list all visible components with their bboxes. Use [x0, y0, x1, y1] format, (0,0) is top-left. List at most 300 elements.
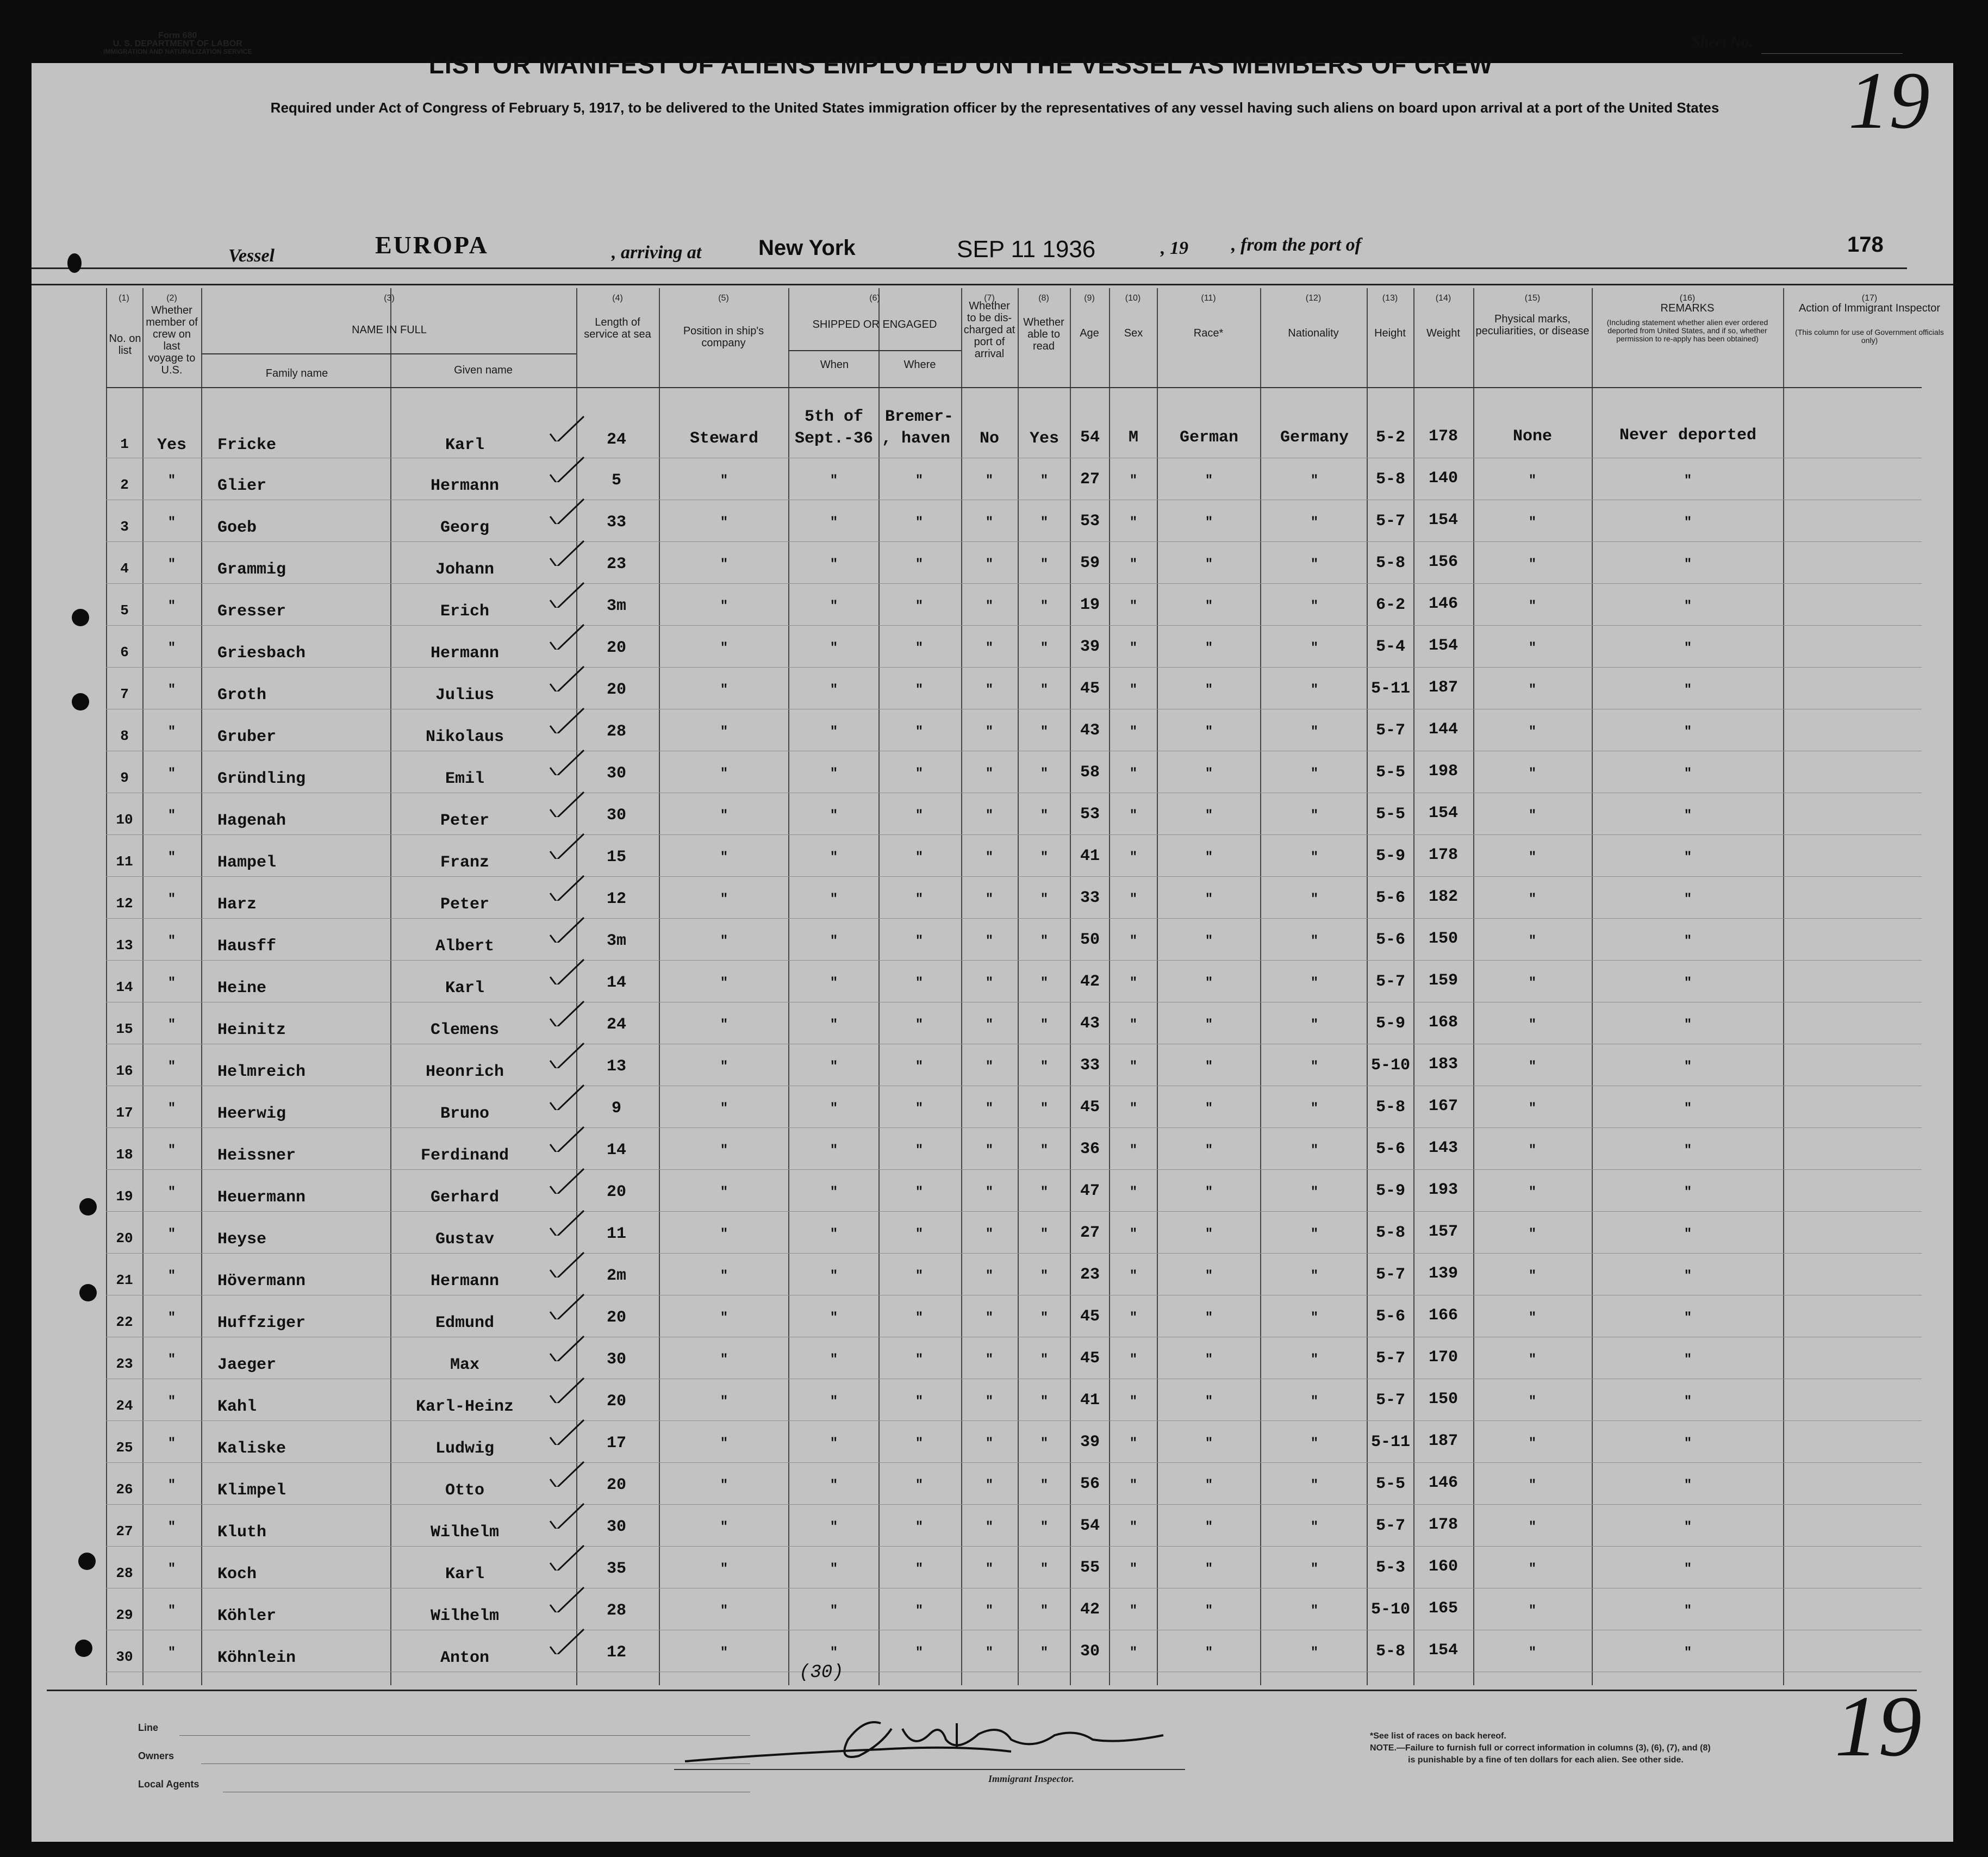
- given-name: Hermann: [430, 644, 500, 663]
- family-name: Heyse: [217, 1230, 267, 1249]
- ditto-mark: ": [1684, 1101, 1692, 1116]
- ditto-mark: ": [1040, 892, 1049, 907]
- ditto-mark: ": [1129, 1394, 1138, 1409]
- given-name: Clemens: [430, 1021, 500, 1039]
- column-label-read: Whether able to read: [1023, 316, 1064, 352]
- ditto-mark: ": [1528, 1436, 1537, 1451]
- weight: 187: [1428, 1432, 1458, 1450]
- service-length: 20: [606, 681, 626, 699]
- ditto-mark: ": [167, 934, 176, 949]
- ditto-mark: ": [167, 1143, 176, 1158]
- subheader-when: When: [820, 359, 849, 371]
- ditto-mark: ": [1684, 1562, 1692, 1576]
- height: 6-2: [1375, 596, 1405, 614]
- ditto-mark: ": [1205, 976, 1213, 990]
- weight: 198: [1428, 762, 1458, 781]
- family-name: Kaliske: [217, 1440, 286, 1458]
- height: 5-4: [1375, 638, 1405, 656]
- ditto-mark: ": [1310, 1185, 1319, 1200]
- ditto-mark: ": [1129, 1478, 1138, 1493]
- column-label-position: Position in ship's company: [683, 325, 764, 349]
- ditto-mark: ": [167, 1562, 176, 1576]
- ditto-mark: ": [1528, 1185, 1537, 1200]
- given-name: Hermann: [430, 477, 500, 495]
- ditto-mark: ": [1040, 1185, 1049, 1200]
- name-subheader-divider: [201, 353, 576, 354]
- column-label-sex: Sex: [1124, 327, 1143, 339]
- ditto-mark: ": [985, 683, 994, 697]
- ditto-mark: ": [1528, 1060, 1537, 1074]
- ditto-mark: ": [167, 892, 176, 907]
- ditto-mark: ": [1040, 1436, 1049, 1451]
- ditto-mark: ": [915, 1394, 924, 1409]
- ditto-mark: ": [1129, 1185, 1138, 1200]
- height: 5-7: [1375, 721, 1405, 740]
- ditto-mark: ": [1205, 1311, 1213, 1325]
- ditto-mark: ": [830, 934, 838, 949]
- weight: 187: [1428, 678, 1458, 697]
- ditto-mark: ": [1040, 808, 1049, 823]
- ditto-mark: ": [1528, 1311, 1537, 1325]
- inspector-signature: [674, 1702, 1261, 1778]
- height: 5-7: [1375, 973, 1405, 991]
- family-name: Klimpel: [217, 1481, 286, 1500]
- ditto-mark: ": [167, 1520, 176, 1535]
- column-number: (6): [869, 294, 880, 303]
- line-label: Line: [138, 1722, 159, 1733]
- ditto-mark: ": [1310, 1353, 1319, 1367]
- ditto-mark: ": [1129, 599, 1138, 614]
- row-number: 3: [120, 519, 129, 535]
- vessel-name: EUROPA: [375, 231, 489, 259]
- ditto-mark: ": [1528, 1646, 1537, 1660]
- sheet-label: Sheet No.: [1692, 34, 1753, 51]
- weight: 143: [1428, 1139, 1458, 1157]
- ditto-mark: ": [915, 1562, 924, 1576]
- ditto-mark: ": [830, 1436, 838, 1451]
- age: 45: [1080, 680, 1100, 698]
- ditto-mark: ": [167, 1018, 176, 1032]
- ditto-mark: ": [830, 515, 838, 530]
- ditto-mark: ": [1040, 976, 1049, 990]
- given-name: Emil: [445, 770, 484, 788]
- ditto-mark: ": [985, 641, 994, 656]
- position: Steward: [689, 429, 759, 448]
- ditto-mark: ": [720, 725, 728, 739]
- total-count-note: (30): [799, 1662, 844, 1683]
- ditto-mark: ": [720, 1143, 728, 1158]
- ditto-mark: ": [1040, 1604, 1049, 1618]
- ditto-mark: ": [830, 683, 838, 697]
- ditto-mark: ": [1129, 976, 1138, 990]
- given-name: Erich: [440, 602, 489, 621]
- height: 5-7: [1375, 1517, 1405, 1535]
- ditto-mark: ": [1310, 683, 1319, 697]
- ditto-mark: ": [167, 1478, 176, 1493]
- age: 56: [1080, 1475, 1100, 1493]
- last-voyage: Yes: [157, 436, 186, 454]
- ditto-mark: ": [720, 1436, 728, 1451]
- ditto-mark: ": [1040, 1060, 1049, 1074]
- age: 33: [1080, 889, 1100, 907]
- ditto-mark: ": [1310, 1143, 1319, 1158]
- row-number: 29: [116, 1607, 133, 1623]
- service-length: 2m: [606, 1267, 626, 1285]
- ditto-mark: ": [1129, 641, 1138, 656]
- given-name: Wilhelm: [430, 1607, 500, 1625]
- page-subtitle: Required under Act of Congress of February 5, 1917, to be delivered to the United States immigration officer by the representatives of any vessel having such aliens on board upon arrival at a port of the United States: [270, 99, 1719, 116]
- ditto-mark: ": [1129, 1143, 1138, 1158]
- ditto-mark: ": [720, 1604, 728, 1618]
- ditto-mark: ": [1528, 1520, 1537, 1535]
- weight: 154: [1428, 1641, 1458, 1660]
- ditto-mark: ": [1684, 1311, 1692, 1325]
- ditto-mark: ": [167, 976, 176, 990]
- ditto-mark: ": [1040, 1269, 1049, 1283]
- given-name: Johann: [435, 560, 495, 579]
- ditto-mark: ": [167, 767, 176, 781]
- column-number: (17): [1861, 294, 1878, 303]
- ditto-mark: ": [985, 976, 994, 990]
- service-length: 11: [606, 1225, 626, 1243]
- ditto-mark: ": [1129, 892, 1138, 907]
- row-number: 22: [116, 1314, 133, 1330]
- row-number: 18: [116, 1146, 133, 1163]
- ditto-mark: ": [167, 683, 176, 697]
- height: 5-8: [1375, 1642, 1405, 1661]
- arrival-port: New York: [758, 236, 856, 260]
- ditto-mark: ": [985, 1269, 994, 1283]
- given-name: Albert: [435, 937, 495, 956]
- family-name: Kahl: [217, 1398, 257, 1416]
- service-length: 20: [606, 1476, 626, 1494]
- ditto-mark: ": [915, 683, 924, 697]
- ditto-mark: ": [1205, 1562, 1213, 1576]
- inspector-label: Immigrant Inspector.: [988, 1773, 1075, 1784]
- height: 5-6: [1375, 1140, 1405, 1158]
- ditto-mark: ": [915, 1520, 924, 1535]
- ditto-mark: ": [167, 1269, 176, 1283]
- service-length: 9: [611, 1099, 621, 1118]
- ditto-mark: ": [1205, 599, 1213, 614]
- given-name: Wilhelm: [430, 1523, 500, 1542]
- ditto-mark: ": [1040, 641, 1049, 656]
- ditto-mark: ": [1528, 1018, 1537, 1032]
- ditto-mark: ": [1528, 1394, 1537, 1409]
- family-name: Huffziger: [217, 1314, 306, 1332]
- age: 27: [1080, 1224, 1100, 1242]
- ditto-mark: ": [1040, 1520, 1049, 1535]
- age: 53: [1080, 805, 1100, 824]
- ditto-mark: ": [1205, 1018, 1213, 1032]
- age: 39: [1080, 638, 1100, 656]
- weight: 150: [1428, 930, 1458, 948]
- ditto-mark: ": [1310, 1646, 1319, 1660]
- ditto-mark: ": [1205, 1394, 1213, 1409]
- column-label-shipped: SHIPPED OR ENGAGED: [812, 319, 937, 331]
- column-label-age: Age: [1080, 327, 1099, 339]
- ditto-mark: ": [720, 767, 728, 781]
- ditto-mark: ": [830, 599, 838, 614]
- shipped-where-1: Bremer-: [884, 408, 954, 426]
- ditto-mark: ": [915, 767, 924, 781]
- ditto-mark: ": [1684, 1060, 1692, 1074]
- punch-hole: [72, 693, 89, 711]
- row-rule: [106, 1253, 1922, 1254]
- given-name: Karl: [445, 1565, 484, 1584]
- ditto-mark: ": [1205, 808, 1213, 823]
- arriving-label: , arriving at: [612, 242, 702, 263]
- weight: 157: [1428, 1223, 1458, 1241]
- ditto-mark: ": [1310, 976, 1319, 990]
- height: 5-9: [1375, 1182, 1405, 1200]
- ditto-mark: ": [1310, 1394, 1319, 1409]
- ditto-mark: ": [1205, 1436, 1213, 1451]
- given-name: Peter: [440, 812, 489, 830]
- service-length: 20: [606, 1183, 626, 1201]
- height: 5-9: [1375, 1014, 1405, 1033]
- ditto-mark: ": [1040, 1353, 1049, 1367]
- height: 5-5: [1375, 763, 1405, 782]
- height: 5-5: [1375, 1475, 1405, 1493]
- ditto-mark: ": [1040, 725, 1049, 739]
- ditto-mark: ": [985, 1101, 994, 1116]
- column-number: (16): [1679, 294, 1696, 303]
- weight: 154: [1428, 804, 1458, 822]
- ditto-mark: ": [830, 1604, 838, 1618]
- ditto-mark: ": [720, 683, 728, 697]
- height: 5-8: [1375, 554, 1405, 572]
- ditto-mark: ": [720, 1478, 728, 1493]
- row-number: 24: [116, 1398, 133, 1414]
- family-name: Goeb: [217, 519, 257, 537]
- height: 5-3: [1375, 1559, 1405, 1577]
- column-label-last-voyage: Whether member of crew on last voyage to U.S.: [146, 304, 198, 376]
- ditto-mark: ": [167, 808, 176, 823]
- weight: 178: [1428, 427, 1458, 446]
- ditto-mark: ": [1684, 1185, 1692, 1200]
- ditto-mark: ": [915, 1101, 924, 1116]
- weight: 154: [1428, 511, 1458, 529]
- row-rule: [106, 918, 1922, 919]
- ditto-mark: ": [1205, 767, 1213, 781]
- ditto-mark: ": [1205, 1185, 1213, 1200]
- ditto-mark: ": [167, 473, 176, 488]
- column-label-name: NAME IN FULL: [352, 324, 427, 336]
- ditto-mark: ": [167, 1436, 176, 1451]
- given-name: Ferdinand: [420, 1146, 509, 1165]
- row-number: 4: [120, 560, 129, 577]
- ditto-mark: ": [985, 892, 994, 907]
- row-rule: [106, 1546, 1922, 1547]
- ditto-mark: ": [1684, 1227, 1692, 1242]
- ditto-mark: ": [1310, 1101, 1319, 1116]
- ditto-mark: ": [1129, 1227, 1138, 1242]
- ditto-mark: ": [830, 473, 838, 488]
- weight: 159: [1428, 971, 1458, 990]
- column-label-weight: Weight: [1426, 327, 1460, 339]
- punch-hole: [72, 609, 89, 626]
- ditto-mark: ": [1310, 1436, 1319, 1451]
- sheet-number: 19: [1848, 55, 1930, 146]
- ditto-mark: ": [1684, 1018, 1692, 1032]
- column-number: (9): [1084, 294, 1095, 303]
- ditto-mark: ": [1205, 641, 1213, 656]
- family-name: Grammig: [217, 560, 286, 579]
- ditto-mark: ": [720, 641, 728, 656]
- ditto-mark: ": [1684, 725, 1692, 739]
- row-number: 27: [116, 1523, 133, 1540]
- ditto-mark: ": [1684, 1394, 1692, 1409]
- ditto-mark: ": [915, 1018, 924, 1032]
- column-label-service: Length of service at sea: [584, 316, 651, 340]
- family-name: Heerwig: [217, 1105, 286, 1123]
- height: 5-8: [1375, 1098, 1405, 1117]
- ditto-mark: ": [1310, 934, 1319, 949]
- able-to-read: Yes: [1029, 429, 1059, 448]
- ditto-mark: ": [1310, 1060, 1319, 1074]
- ditto-mark: ": [1684, 934, 1692, 949]
- row-rule: [106, 1462, 1922, 1463]
- height: 5-2: [1375, 428, 1405, 447]
- shipped-where-2: , haven: [881, 429, 951, 448]
- ditto-mark: ": [985, 1520, 994, 1535]
- row-number: 26: [116, 1481, 133, 1498]
- subheader-where: Where: [903, 359, 936, 371]
- family-name: Köhnlein: [217, 1649, 296, 1667]
- page-title: LIST OR MANIFEST OF ALIENS EMPLOYED ON THE VESSEL AS MEMBERS OF CREW: [428, 51, 1493, 79]
- ditto-mark: ": [1129, 767, 1138, 781]
- ditto-mark: ": [1528, 1562, 1537, 1576]
- service-length: 20: [606, 1308, 626, 1327]
- row-number: 10: [116, 812, 133, 828]
- ditto-mark: ": [1040, 557, 1049, 572]
- height: 5-9: [1375, 847, 1405, 865]
- age: 43: [1080, 1014, 1100, 1033]
- row-number: 30: [116, 1649, 133, 1665]
- ditto-mark: ": [1528, 1478, 1537, 1493]
- ditto-mark: ": [830, 1353, 838, 1367]
- ditto-mark: ": [720, 1353, 728, 1367]
- ditto-mark: ": [1040, 1562, 1049, 1576]
- given-name: Karl-Heinz: [415, 1398, 514, 1416]
- ditto-mark: ": [830, 1311, 838, 1325]
- column-divider: [788, 288, 789, 1685]
- row-rule: [106, 541, 1922, 542]
- ditto-mark: ": [1205, 1269, 1213, 1283]
- ditto-mark: ": [1684, 1646, 1692, 1660]
- ditto-mark: ": [1684, 976, 1692, 990]
- ditto-mark: ": [915, 725, 924, 739]
- age: 30: [1080, 1642, 1100, 1661]
- weight: 146: [1428, 1474, 1458, 1492]
- ditto-mark: ": [1310, 473, 1319, 488]
- ditto-mark: ": [1129, 850, 1138, 865]
- ditto-mark: ": [915, 473, 924, 488]
- ditto-mark: ": [1528, 767, 1537, 781]
- ditto-mark: ": [915, 892, 924, 907]
- service-length: 33: [606, 513, 626, 532]
- family-name: Gründling: [217, 770, 306, 788]
- ditto-mark: ": [167, 1353, 176, 1367]
- fine-note-2: is punishable by a fine of ten dollars for each alien. See other side.: [1408, 1755, 1684, 1765]
- ditto-mark: ": [830, 1185, 838, 1200]
- row-rule: [106, 667, 1922, 668]
- service-length: 14: [606, 1141, 626, 1160]
- ditto-mark: ": [1129, 934, 1138, 949]
- ditto-mark: ": [1205, 1353, 1213, 1367]
- row-number: 28: [116, 1565, 133, 1581]
- ditto-mark: ": [167, 515, 176, 530]
- family-name: Hövermann: [217, 1272, 306, 1291]
- punch-hole: [79, 1284, 97, 1301]
- ditto-mark: ": [1040, 515, 1049, 530]
- given-name: Bruno: [440, 1105, 489, 1123]
- column-label-inspector: Action of Immigrant Inspector: [1798, 302, 1941, 314]
- given-name: Otto: [445, 1481, 484, 1500]
- row-rule: [106, 1504, 1922, 1505]
- row-number: 13: [116, 937, 133, 954]
- ditto-mark: ": [985, 808, 994, 823]
- ditto-mark: ": [1528, 1143, 1537, 1158]
- ditto-mark: ": [1528, 599, 1537, 614]
- service-length: 13: [606, 1057, 626, 1076]
- ditto-mark: ": [1684, 1478, 1692, 1493]
- ditto-mark: ": [1310, 892, 1319, 907]
- row-number: 9: [120, 770, 129, 786]
- ditto-mark: ": [1528, 515, 1537, 530]
- column-number: (8): [1038, 294, 1049, 303]
- ditto-mark: ": [915, 808, 924, 823]
- ditto-mark: ": [720, 1101, 728, 1116]
- ditto-mark: ": [915, 1269, 924, 1283]
- ditto-mark: ": [1684, 1604, 1692, 1618]
- column-number: (11): [1201, 294, 1216, 303]
- age: 50: [1080, 931, 1100, 949]
- ditto-mark: ": [985, 1353, 994, 1367]
- service-length: 14: [606, 974, 626, 992]
- service-length: 3m: [606, 597, 626, 615]
- weight: 183: [1428, 1055, 1458, 1074]
- ditto-mark: ": [915, 1143, 924, 1158]
- weight: 139: [1428, 1264, 1458, 1283]
- ditto-mark: ": [167, 1227, 176, 1242]
- weight: 146: [1428, 595, 1458, 613]
- physical-marks: None: [1512, 427, 1552, 446]
- ditto-mark: ": [720, 473, 728, 488]
- age: 36: [1080, 1140, 1100, 1158]
- ditto-mark: ": [985, 1478, 994, 1493]
- given-name: Ludwig: [435, 1440, 495, 1458]
- ditto-mark: ": [1040, 1143, 1049, 1158]
- ditto-mark: ": [1528, 1101, 1537, 1116]
- height: 5-6: [1375, 931, 1405, 949]
- column-number: (2): [166, 294, 177, 303]
- ditto-mark: ": [1684, 641, 1692, 656]
- height: 5-10: [1370, 1056, 1410, 1075]
- shipped-subheader-divider: [788, 350, 961, 351]
- column-label-no: No. on list: [109, 333, 141, 357]
- ditto-mark: ": [1129, 1520, 1138, 1535]
- given-name: Nikolaus: [425, 728, 504, 746]
- service-length: 30: [606, 764, 626, 783]
- given-name: Anton: [440, 1649, 489, 1667]
- nationality: Germany: [1280, 428, 1349, 447]
- ditto-mark: ": [1040, 934, 1049, 949]
- age: 41: [1080, 1391, 1100, 1410]
- ditto-mark: ": [915, 1478, 924, 1493]
- row-rule: [106, 1211, 1922, 1212]
